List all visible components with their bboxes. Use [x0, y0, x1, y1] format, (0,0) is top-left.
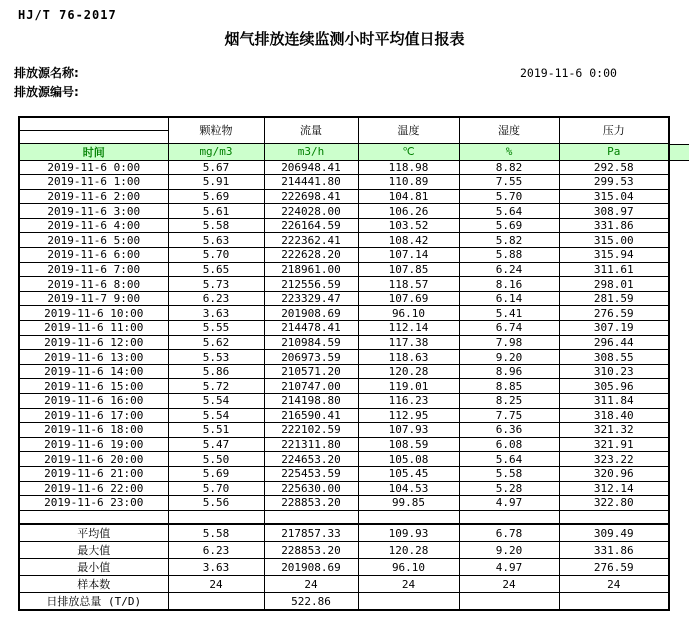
summary-value-cell: 5.58: [168, 524, 264, 542]
table-row: [19, 437, 669, 452]
summary-row: [19, 524, 669, 542]
value-cell: 108.59: [358, 437, 459, 452]
value-cell: 116.23: [358, 394, 459, 409]
value-cell: 321.32: [559, 423, 669, 438]
value-cell: 223329.47: [264, 291, 358, 306]
value-cell: 222698.41: [264, 189, 358, 204]
col-header-pressure: 压力: [559, 117, 669, 143]
value-cell: 318.40: [559, 408, 669, 423]
unit-pressure: Pa: [559, 143, 669, 160]
value-cell: 5.72: [168, 379, 264, 394]
value-cell: 106.26: [358, 204, 459, 219]
value-cell: 9.20: [459, 350, 559, 365]
value-cell: 118.98: [358, 160, 459, 175]
summary-row: [19, 542, 669, 559]
summary-value-cell: 24: [358, 576, 459, 593]
empty-cell: [264, 510, 358, 524]
value-cell: 5.88: [459, 248, 559, 263]
table-row: [19, 481, 669, 496]
table-row: [19, 496, 669, 511]
summary-label: 样本数: [19, 576, 168, 593]
value-cell: 107.69: [358, 291, 459, 306]
summary-label: 日排放总量 (T/D): [19, 593, 168, 611]
value-cell: 298.01: [559, 277, 669, 292]
value-cell: 103.52: [358, 218, 459, 233]
value-cell: 323.22: [559, 452, 669, 467]
value-cell: 214198.80: [264, 394, 358, 409]
value-cell: 105.08: [358, 452, 459, 467]
col-header-humidity: 湿度: [459, 117, 559, 143]
col-header-particulate: 颗粒物: [168, 117, 264, 143]
summary-label: 平均值: [19, 524, 168, 542]
value-cell: 5.64: [459, 452, 559, 467]
value-cell: 96.10: [358, 306, 459, 321]
time-cell: 2019-11-6 14:00: [19, 364, 168, 379]
value-cell: 110.89: [358, 175, 459, 190]
value-cell: 214478.41: [264, 321, 358, 336]
time-cell: 2019-11-6 21:00: [19, 466, 168, 481]
time-cell: 2019-11-6 12:00: [19, 335, 168, 350]
table-row: [19, 321, 669, 336]
value-cell: 6.74: [459, 321, 559, 336]
table-row: [19, 306, 669, 321]
value-cell: 5.67: [168, 160, 264, 175]
value-cell: 218961.00: [264, 262, 358, 277]
header-row-top: [19, 117, 669, 130]
summary-value-cell: [559, 593, 669, 611]
time-cell: 2019-11-6 11:00: [19, 321, 168, 336]
value-cell: 120.28: [358, 364, 459, 379]
value-cell: 7.98: [459, 335, 559, 350]
table-row: [19, 466, 669, 481]
unit-row: [19, 143, 669, 160]
time-cell: 2019-11-6 8:00: [19, 277, 168, 292]
value-cell: 311.84: [559, 394, 669, 409]
value-cell: 5.28: [459, 481, 559, 496]
value-cell: 210984.59: [264, 335, 358, 350]
time-cell: 2019-11-6 22:00: [19, 481, 168, 496]
summary-value-cell: 6.23: [168, 542, 264, 559]
time-header-blank-top: [19, 117, 168, 130]
value-cell: 5.86: [168, 364, 264, 379]
report-datetime: 2019-11-6 0:00: [520, 66, 617, 80]
value-cell: 108.42: [358, 233, 459, 248]
value-cell: 107.14: [358, 248, 459, 263]
value-cell: 8.16: [459, 277, 559, 292]
value-cell: 206973.59: [264, 350, 358, 365]
table-row: [19, 248, 669, 263]
col-header-flow: 流量: [264, 117, 358, 143]
value-cell: 5.70: [168, 481, 264, 496]
unit-humidity: %: [459, 143, 559, 160]
table-row: [19, 364, 669, 379]
time-cell: 2019-11-6 17:00: [19, 408, 168, 423]
summary-value-cell: 201908.69: [264, 559, 358, 576]
summary-value-cell: 24: [168, 576, 264, 593]
table-row: [19, 408, 669, 423]
value-cell: 5.47: [168, 437, 264, 452]
value-cell: 119.01: [358, 379, 459, 394]
value-cell: 322.80: [559, 496, 669, 511]
time-cell: 2019-11-6 18:00: [19, 423, 168, 438]
value-cell: 5.50: [168, 452, 264, 467]
summary-value-cell: 9.20: [459, 542, 559, 559]
summary-value-cell: 120.28: [358, 542, 459, 559]
empty-cell: [559, 510, 669, 524]
summary-value-cell: 228853.20: [264, 542, 358, 559]
empty-cell: [459, 510, 559, 524]
time-cell: 2019-11-6 5:00: [19, 233, 168, 248]
summary-value-cell: 4.97: [459, 559, 559, 576]
summary-label: 最小值: [19, 559, 168, 576]
value-cell: 5.51: [168, 423, 264, 438]
value-cell: 5.65: [168, 262, 264, 277]
value-cell: 5.82: [459, 233, 559, 248]
summary-value-cell: [168, 593, 264, 611]
value-cell: 8.82: [459, 160, 559, 175]
source-id-label: 排放源编号:: [14, 85, 79, 99]
value-cell: 118.57: [358, 277, 459, 292]
value-cell: 214441.80: [264, 175, 358, 190]
value-cell: 7.75: [459, 408, 559, 423]
value-cell: 222102.59: [264, 423, 358, 438]
summary-row: [19, 593, 669, 611]
value-cell: 5.63: [168, 233, 264, 248]
time-cell: 2019-11-6 3:00: [19, 204, 168, 219]
table-row: [19, 335, 669, 350]
time-cell: 2019-11-6 1:00: [19, 175, 168, 190]
time-cell: 2019-11-7 9:00: [19, 291, 168, 306]
value-cell: 312.14: [559, 481, 669, 496]
value-cell: 5.58: [459, 466, 559, 481]
summary-value-cell: 6.78: [459, 524, 559, 542]
time-cell: 2019-11-6 16:00: [19, 394, 168, 409]
standard-number: HJ/T 76-2017: [18, 8, 117, 22]
unit-temperature: ℃: [358, 143, 459, 160]
value-cell: 7.55: [459, 175, 559, 190]
value-cell: 5.58: [168, 218, 264, 233]
value-cell: 5.61: [168, 204, 264, 219]
summary-value-cell: [358, 593, 459, 611]
value-cell: 321.91: [559, 437, 669, 452]
time-cell: 2019-11-6 13:00: [19, 350, 168, 365]
value-cell: 212556.59: [264, 277, 358, 292]
value-cell: 315.00: [559, 233, 669, 248]
value-cell: 305.96: [559, 379, 669, 394]
value-cell: 5.55: [168, 321, 264, 336]
value-cell: 5.56: [168, 496, 264, 511]
value-cell: 8.85: [459, 379, 559, 394]
value-cell: 206948.41: [264, 160, 358, 175]
table-row: [19, 160, 669, 175]
value-cell: 228853.20: [264, 496, 358, 511]
value-cell: 210571.20: [264, 364, 358, 379]
value-cell: 107.85: [358, 262, 459, 277]
table-row: [19, 350, 669, 365]
value-cell: 315.94: [559, 248, 669, 263]
table-row: [19, 291, 669, 306]
unit-particulate: mg/m3: [168, 143, 264, 160]
value-cell: 5.54: [168, 394, 264, 409]
value-cell: 5.73: [168, 277, 264, 292]
summary-value-cell: 309.49: [559, 524, 669, 542]
summary-row: [19, 559, 669, 576]
value-cell: 6.23: [168, 291, 264, 306]
summary-value-cell: 24: [459, 576, 559, 593]
value-cell: 210747.00: [264, 379, 358, 394]
value-cell: 104.53: [358, 481, 459, 496]
value-cell: 5.69: [168, 189, 264, 204]
summary-value-cell: 109.93: [358, 524, 459, 542]
table-row: [19, 379, 669, 394]
value-cell: 296.44: [559, 335, 669, 350]
value-cell: 315.04: [559, 189, 669, 204]
value-cell: 224653.20: [264, 452, 358, 467]
value-cell: 6.14: [459, 291, 559, 306]
summary-value-cell: 24: [264, 576, 358, 593]
value-cell: 6.36: [459, 423, 559, 438]
value-cell: 222628.20: [264, 248, 358, 263]
summary-row: [19, 576, 669, 593]
report-table: [18, 116, 670, 611]
summary-value-cell: 217857.33: [264, 524, 358, 542]
time-header-blank-bottom: [19, 130, 168, 143]
summary-value-cell: [459, 593, 559, 611]
value-cell: 331.86: [559, 218, 669, 233]
time-cell: 2019-11-6 10:00: [19, 306, 168, 321]
table-row: [19, 204, 669, 219]
value-cell: 5.53: [168, 350, 264, 365]
page-title: 烟气排放连续监测小时平均值日报表: [224, 30, 465, 48]
value-cell: 311.61: [559, 262, 669, 277]
value-cell: 104.81: [358, 189, 459, 204]
time-cell: 2019-11-6 0:00: [19, 160, 168, 175]
value-cell: 107.93: [358, 423, 459, 438]
col-header-temperature: 温度: [358, 117, 459, 143]
time-cell: 2019-11-6 23:00: [19, 496, 168, 511]
value-cell: 5.70: [168, 248, 264, 263]
value-cell: 117.38: [358, 335, 459, 350]
value-cell: 112.14: [358, 321, 459, 336]
summary-value-cell: 276.59: [559, 559, 669, 576]
table-row: [19, 189, 669, 204]
value-cell: 276.59: [559, 306, 669, 321]
value-cell: 307.19: [559, 321, 669, 336]
empty-cell: [358, 510, 459, 524]
summary-label: 最大值: [19, 542, 168, 559]
value-cell: 105.45: [358, 466, 459, 481]
value-cell: 5.69: [168, 466, 264, 481]
value-cell: 5.41: [459, 306, 559, 321]
value-cell: 226164.59: [264, 218, 358, 233]
value-cell: 299.53: [559, 175, 669, 190]
summary-value-cell: 522.86: [264, 593, 358, 611]
table-row: [19, 277, 669, 292]
time-cell: 2019-11-6 2:00: [19, 189, 168, 204]
value-cell: 5.64: [459, 204, 559, 219]
value-cell: 5.62: [168, 335, 264, 350]
value-cell: 118.63: [358, 350, 459, 365]
value-cell: 225630.00: [264, 481, 358, 496]
value-cell: 8.96: [459, 364, 559, 379]
empty-cell: [19, 510, 168, 524]
value-cell: 5.70: [459, 189, 559, 204]
summary-value-cell: 24: [559, 576, 669, 593]
spacer-row: [19, 510, 669, 524]
table-row: [19, 394, 669, 409]
table-row: [19, 233, 669, 248]
time-cell: 2019-11-6 15:00: [19, 379, 168, 394]
table-row: [19, 175, 669, 190]
unit-flow: m3/h: [264, 143, 358, 160]
source-name-label: 排放源名称:: [14, 66, 79, 80]
table-row: [19, 423, 669, 438]
value-cell: 320.96: [559, 466, 669, 481]
time-cell: 2019-11-6 19:00: [19, 437, 168, 452]
value-cell: 292.58: [559, 160, 669, 175]
value-cell: 224028.00: [264, 204, 358, 219]
empty-cell: [168, 510, 264, 524]
value-cell: 8.25: [459, 394, 559, 409]
time-cell: 2019-11-6 6:00: [19, 248, 168, 263]
time-cell: 2019-11-6 20:00: [19, 452, 168, 467]
value-cell: 201908.69: [264, 306, 358, 321]
value-cell: 5.91: [168, 175, 264, 190]
value-cell: 4.97: [459, 496, 559, 511]
value-cell: 308.97: [559, 204, 669, 219]
value-cell: 3.63: [168, 306, 264, 321]
value-cell: 281.59: [559, 291, 669, 306]
value-cell: 308.55: [559, 350, 669, 365]
value-cell: 99.85: [358, 496, 459, 511]
table-row: [19, 218, 669, 233]
time-header: 时间: [19, 143, 168, 160]
value-cell: 6.08: [459, 437, 559, 452]
value-cell: 5.54: [168, 408, 264, 423]
value-cell: 6.24: [459, 262, 559, 277]
table-row: [19, 262, 669, 277]
value-cell: 216590.41: [264, 408, 358, 423]
summary-value-cell: 331.86: [559, 542, 669, 559]
time-cell: 2019-11-6 4:00: [19, 218, 168, 233]
value-cell: 225453.59: [264, 466, 358, 481]
value-cell: 222362.41: [264, 233, 358, 248]
summary-value-cell: 3.63: [168, 559, 264, 576]
value-cell: 310.23: [559, 364, 669, 379]
value-cell: 112.95: [358, 408, 459, 423]
table-row: [19, 452, 669, 467]
time-cell: 2019-11-6 7:00: [19, 262, 168, 277]
value-cell: 5.69: [459, 218, 559, 233]
summary-value-cell: 96.10: [358, 559, 459, 576]
value-cell: 221311.80: [264, 437, 358, 452]
